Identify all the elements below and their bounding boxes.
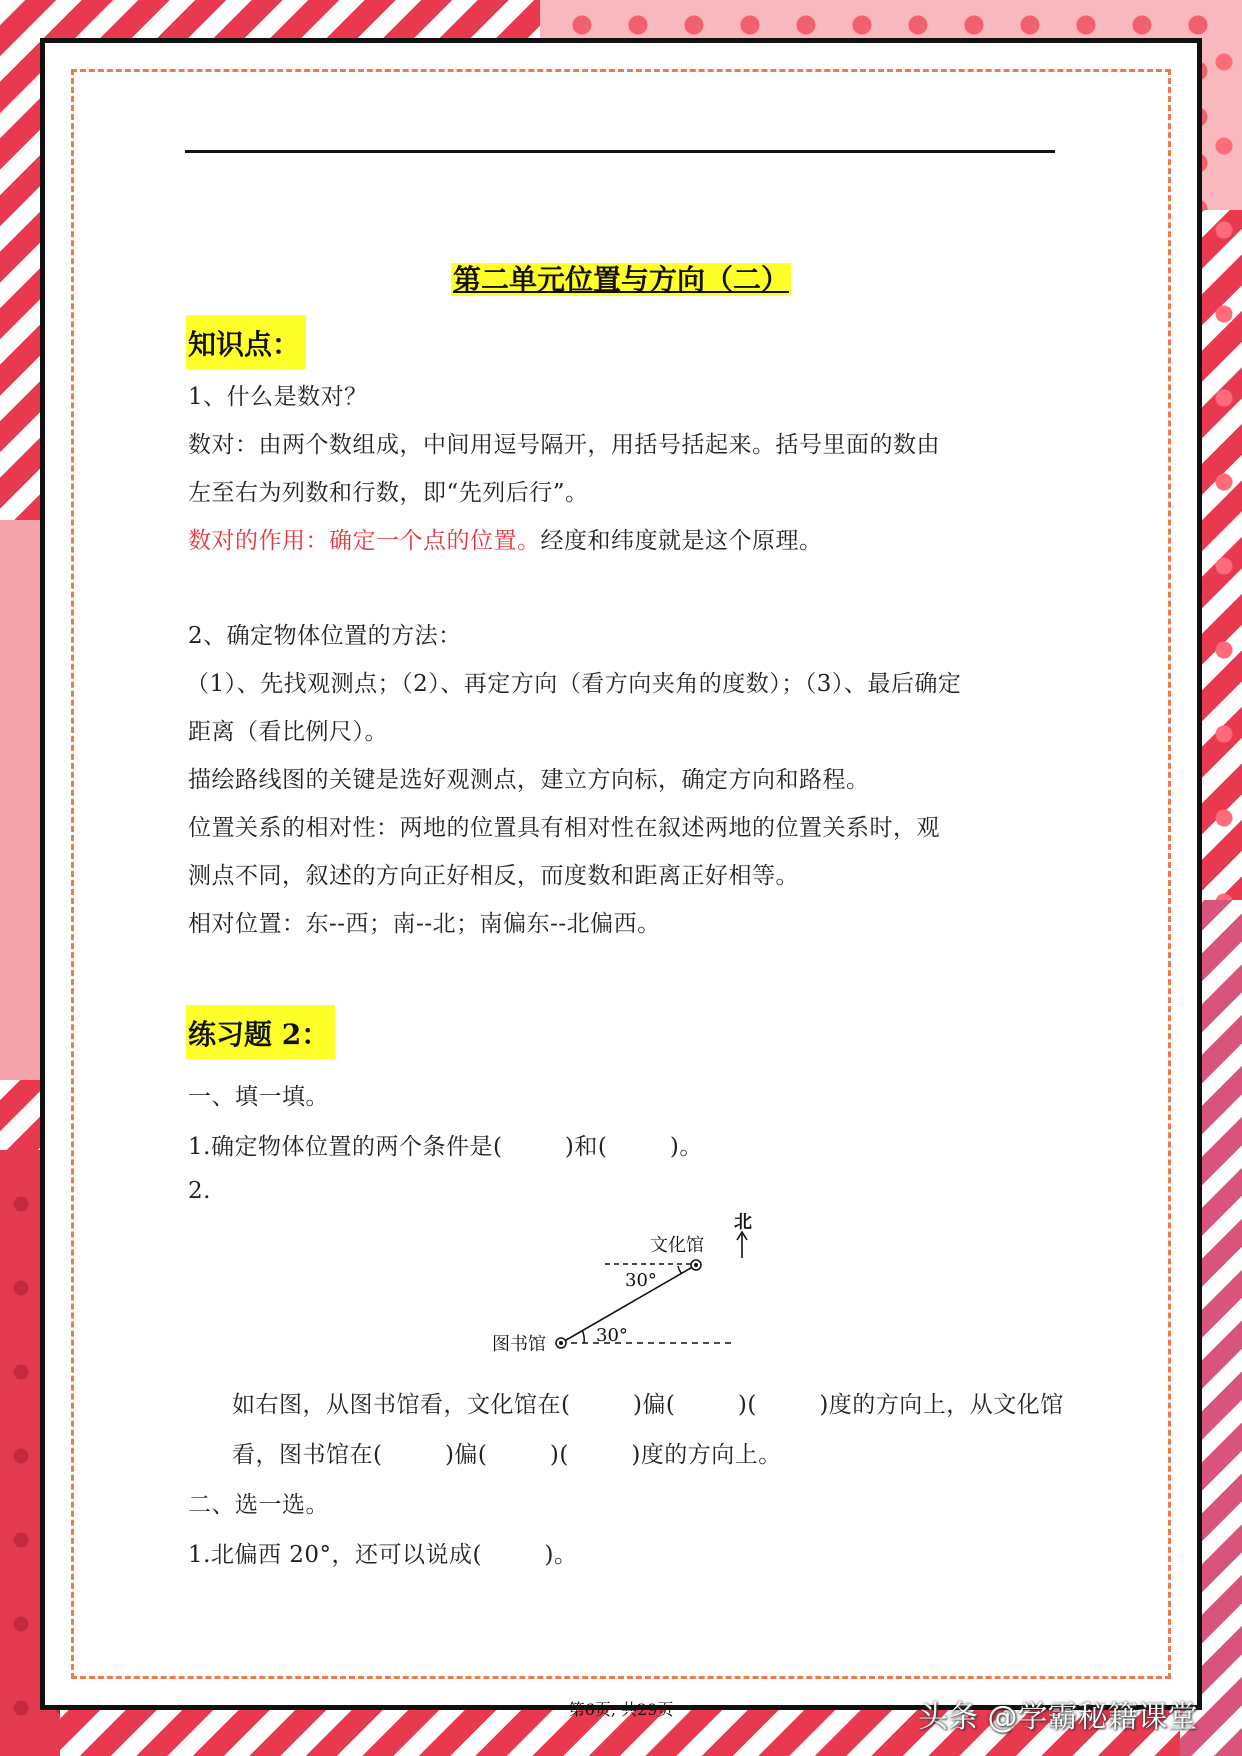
header-rule: [185, 150, 1055, 153]
angle-label-top: 30°: [625, 1270, 657, 1291]
section-heading-exercise: 练习题 2：: [186, 1005, 335, 1059]
text-line: 描绘路线图的关键是选好观测点，建立方向标，确定方向和路程。: [188, 767, 870, 793]
page-title-text: 第二单元位置与方向（二）: [452, 263, 789, 296]
exercise-question-3: 1.北偏西 20°，还可以说成( )。: [188, 1542, 578, 1568]
angle-arc-top: [678, 1266, 682, 1274]
text-line: 距离（看比例尺）。: [188, 719, 388, 745]
page-number: 第6页, 共29页: [568, 1700, 674, 1719]
library-point-center: [559, 1341, 563, 1345]
library-label: 图书馆: [492, 1334, 546, 1355]
angle-label-bottom: 30°: [596, 1325, 628, 1346]
text-line: 2、确定物体位置的方法：: [188, 623, 462, 649]
highlight-red-text: 数对的作用：确定一个点的位置。: [188, 528, 541, 554]
exercise-part-2: 二、选一选。: [188, 1492, 329, 1518]
exercise-part-1: 一、填一填。: [188, 1084, 329, 1110]
exercise-question-1: 1.确定物体位置的两个条件是( )和( )。: [188, 1134, 703, 1160]
text-line-function: [188, 522, 823, 555]
text-line: 左至右为列数和行数，即“先列后行”。: [188, 480, 589, 506]
exercise-question-2-text: 如右图，从图书馆看，文化馆在( )偏( )( )度的方向上，从文化馆: [232, 1392, 1064, 1418]
direction-diagram: [480, 1208, 760, 1358]
culture-hall-point-center: [694, 1263, 698, 1267]
text-line: 1、什么是数对？: [188, 384, 368, 410]
text-line: （1）、先找观测点；（2）、再定方向（看方向夹角的度数）；（3）、最后确定: [186, 671, 962, 697]
text-line: 测点不同，叙述的方向正好相反，而度数和距离正好相等。: [188, 863, 799, 889]
angle-arc-bottom: [582, 1330, 584, 1343]
culture-hall-label: 文化馆: [650, 1235, 704, 1256]
text-line: 相对位置：东--西；南--北；南偏东--北偏西。: [188, 911, 661, 937]
plain-text: 经度和纬度就是这个原理。: [540, 528, 823, 554]
section-heading-knowledge: 知识点：: [186, 315, 306, 369]
exercise-question-2-text: 看，图书馆在( )偏( )( )度的方向上。: [232, 1442, 782, 1468]
watermark: 头条 @学霸秘籍课堂: [918, 1700, 1198, 1735]
text-line: 位置关系的相对性：两地的位置具有相对性在叙述两地的位置关系时，观: [188, 815, 940, 841]
north-label: 北: [734, 1212, 752, 1233]
text-line: 数对：由两个数组成，中间用逗号隔开，用括号括起来。括号里面的数由: [188, 432, 940, 458]
page-title: [0, 258, 1242, 298]
exercise-question-2: 2.: [188, 1178, 211, 1204]
